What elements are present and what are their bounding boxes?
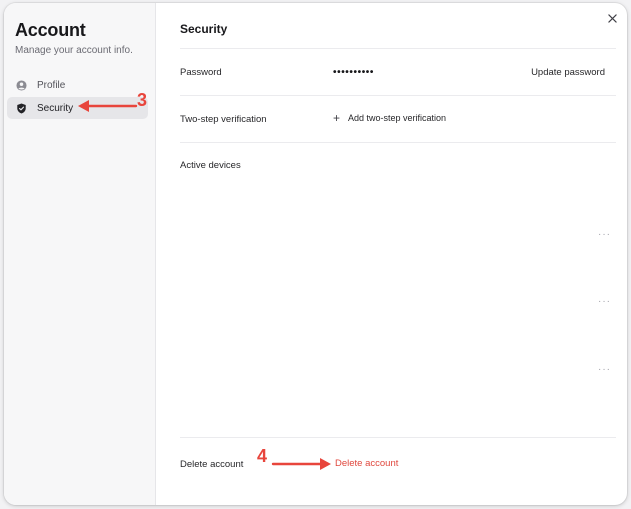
annotation-arrow-right [271, 455, 333, 473]
delete-account-label: Delete account [180, 459, 244, 470]
password-value: •••••••••• [333, 67, 375, 78]
sidebar-item-label: Security [37, 102, 74, 114]
delete-account-button[interactable]: Delete account [335, 458, 399, 469]
add-two-step-label: Add two-step verification [348, 113, 447, 123]
update-password-button[interactable]: Update password [531, 67, 605, 78]
divider [180, 48, 616, 49]
sidebar-subtitle: Manage your account info. [15, 45, 133, 56]
annotation-number: 4 [257, 446, 268, 466]
annotation-arrow-left [76, 97, 138, 115]
sidebar-item-profile[interactable] [7, 74, 148, 96]
device-menu-button[interactable]: ··· [598, 229, 611, 240]
add-two-step-button[interactable] [333, 112, 446, 124]
divider [180, 95, 616, 96]
two-step-label: Two-step verification [180, 114, 267, 125]
page-title: Security [180, 22, 228, 36]
plus-icon: + [333, 111, 341, 125]
close-button[interactable] [605, 11, 619, 25]
divider [180, 437, 616, 438]
device-menu-button[interactable]: ··· [598, 296, 611, 307]
divider [180, 142, 616, 143]
sidebar-item-label: Profile [37, 79, 66, 91]
device-menu-button[interactable]: ··· [598, 364, 611, 375]
shield-check-icon [16, 103, 27, 114]
active-devices-label: Active devices [180, 160, 241, 171]
close-icon [608, 14, 617, 23]
password-label: Password [180, 67, 222, 78]
sidebar-title: Account [15, 20, 86, 40]
account-dialog [4, 3, 627, 505]
user-circle-icon [16, 80, 27, 91]
main-panel [157, 3, 627, 505]
annotation-number: 3 [137, 90, 148, 110]
sidebar [4, 3, 156, 505]
